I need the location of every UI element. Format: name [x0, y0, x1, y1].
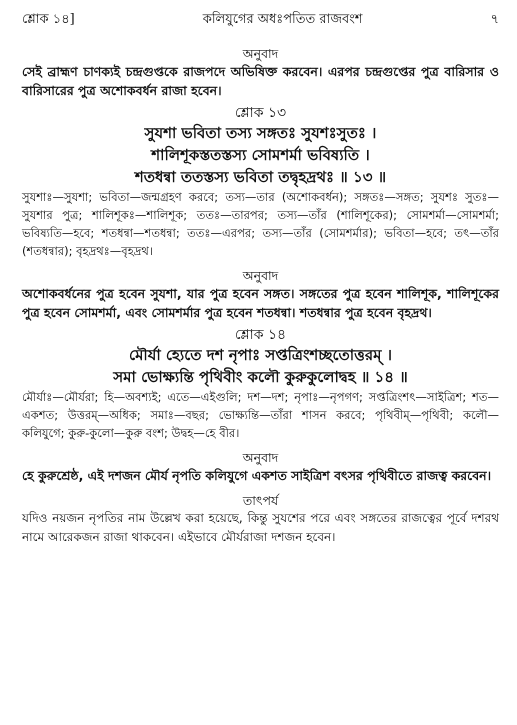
shloka-14-title: শ্লোক ১৪: [234, 327, 287, 343]
header-verse-ref: শ্লোক ১৪]: [22, 12, 75, 27]
shloka-14-verse: [22, 344, 499, 388]
shloka-13-synonyms: [22, 188, 499, 260]
shloka-13-verse: [22, 122, 499, 188]
page-header: [22, 10, 499, 38]
synonyms-paragraph: মৌর্যাঃ—মৌর্যরা; হি—অবশ্যই; এতে—এইগুলি; দশ—দশ; নৃপাঃ—নৃপগণ; সপ্তত্রিংশৎ—সাইত্রিশ; শত—একশত; উত্তরম্—অধিক; সমাঃ—বছর; ভোক্ষ্যন্তি—তাঁরা শাসন করবে; পৃথিবীম্—পৃথিবী; কলৌ—কলিযুগে; কুরু-কুলো—কুরু বংশ; উদ্বহ—হে বীর।: [22, 390, 499, 440]
verse-line: সমা ভোক্ষ্যন্তি পৃথিবীং কলৌ কুরুকুলোদ্বহ ॥ ১৪ ॥: [113, 368, 408, 386]
translation-label-14: অনুবাদ: [242, 450, 279, 465]
synonyms-paragraph: সুযশাঃ—সুযশা; ভবিতা—জন্মগ্রহণ করবে; তস্য—তার (অশোকবর্ধন); সঙ্গতঃ—সঙ্গত; সুযশঃ সুতঃ—সুযশার পুত্র; শালিশূকঃ—শালিশূক; ততঃ—তারপর; তস্য—তাঁর (শালিশূকের); সোমশর্মা—সোমশর্মা; ভবিষ্যতি—হবে; শতধন্বা—শতধন্বা; ততঃ—এরপর; তস্য—তাঁর (সোমশর্মার); ভবিতা—হবে; তৎ—তাঁর (শতধন্বার); বৃহদ্রথঃ—বৃহদ্রথ।: [22, 190, 499, 258]
translation-text-13: [22, 284, 499, 322]
header-chapter-title: কলিযুগের অধঃপতিত রাজবংশ: [202, 12, 363, 27]
verse-line: সুযশা ভবিতা তস্য সঙ্গতঃ সুযশঃসুতঃ ।: [144, 124, 377, 142]
translation-paragraph: সেই ব্রাহ্মণ চাণক্যই চন্দ্রগুপ্তকে রাজপদে অভিষিক্ত করবেন। এরপর চন্দ্রগুপ্তের পুত্র বারিসার ও বারিসারের পুত্র অশোকবর্ধন রাজা হবেন।: [22, 64, 499, 98]
shloka-13-title: শ্লোক ১৩: [234, 105, 287, 121]
translation-paragraph: হে কুরুশ্রেষ্ঠ, এই দশজন মৌর্য নৃপতি কলিযুগে একশত সাইত্রিশ বৎসর পৃথিবীতে রাজত্ব করবেন।: [22, 468, 492, 483]
verse-line: শতধন্বা ততস্তস্য ভবিতা তদ্বৃহদ্রথঃ ॥ ১৩ ॥: [134, 168, 387, 186]
purport-label: তাৎপর্য: [242, 493, 279, 508]
shloka-14-synonyms: [22, 388, 499, 442]
translation-label-13: অনুবাদ: [242, 268, 279, 283]
verse-line: মৌর্যা হ্যেতে দশ নৃপাঃ সপ্তত্রিংশচ্ছতোত্তরম্ ।: [128, 346, 393, 364]
translation-label-1: অনুবাদ: [242, 46, 279, 61]
translation-paragraph: অশোকবর্ধনের পুত্র হবেন সুযশা, যার পুত্র হবেন সঙ্গত। সঙ্গতের পুত্র হবেন শালিশূক, শালিশূকের পুত্র হবেন সোমশর্মা, এবং সোমশর্মার পুত্র হবেন শতধন্বা। শতধন্বার পুত্র হবেন বৃহদ্রথ।: [22, 286, 499, 320]
translation-text-14: [22, 466, 499, 485]
header-page-number: ৭: [490, 12, 499, 27]
purport-paragraph: যদিও নয়জন নৃপতির নাম উল্লেখ করা হয়েছে, কিন্তু সুযশের পরে এবং সঙ্গতের রাজত্বের পূর্বে দশরথ নামে আরেকজন রাজা থাকবেন। এইভাবে মৌর্যরাজা দশজন হবেন।: [22, 511, 499, 544]
verse-line: শালিশূকস্ততস্তস্য সোমশর্মা ভবিষ্যতি ।: [151, 146, 370, 164]
purport-text: [22, 509, 499, 547]
translation-text-1: [22, 62, 499, 100]
